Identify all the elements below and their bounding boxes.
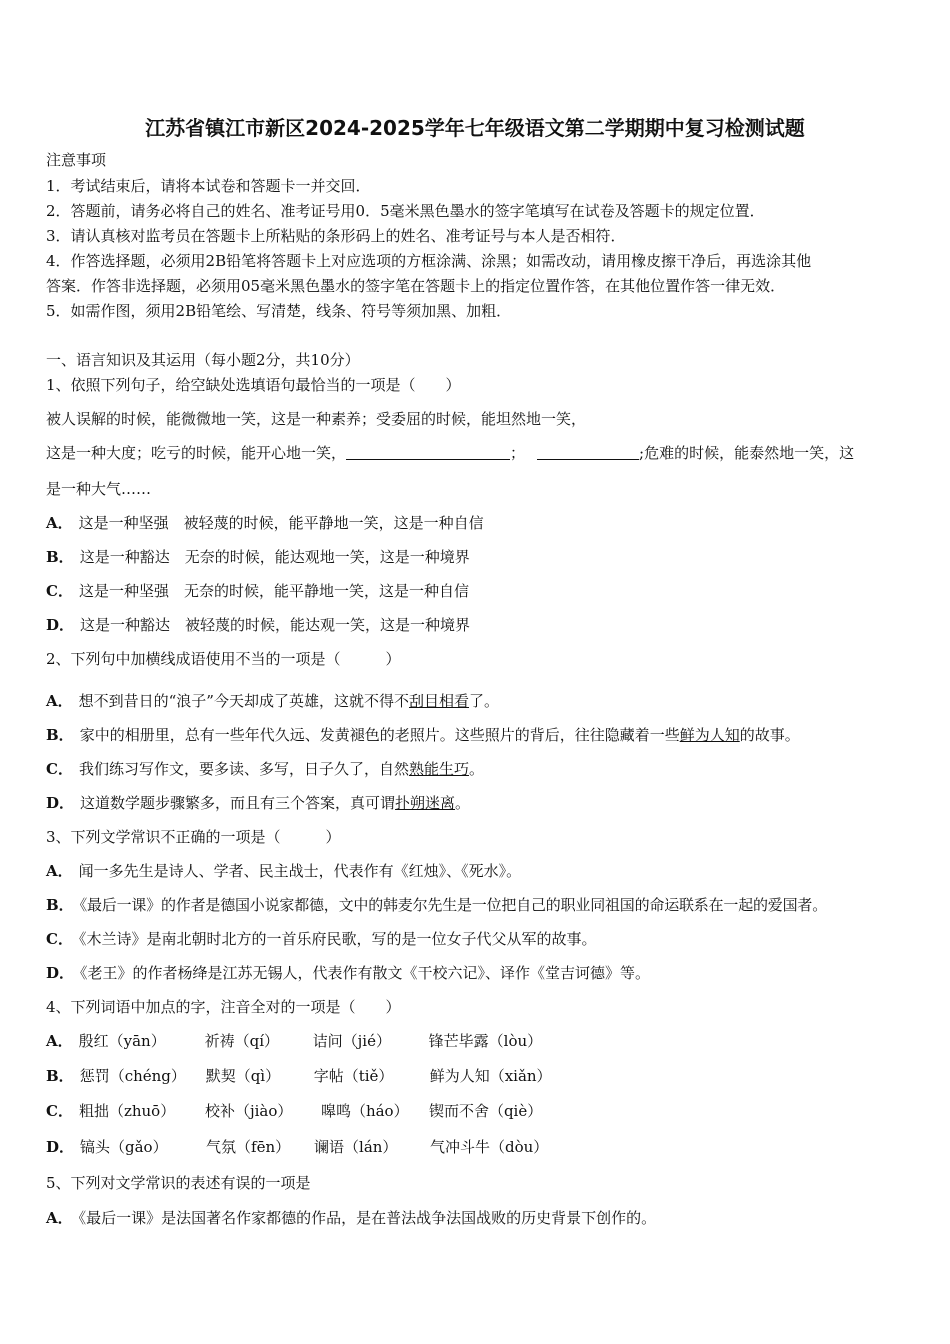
option-text: 闻一多先生是诗人、学者、民主战士，代表作有《红烛》、《死水》。 bbox=[78, 862, 522, 880]
pinyin-item: 嗥鸣（háo） bbox=[320, 1102, 409, 1120]
question-1-text-line: 是一种大气…… bbox=[46, 480, 152, 498]
option-letter: B． bbox=[46, 548, 74, 566]
option-text: 这道数学题步骤繁多，而且有三个答案，真可谓 bbox=[80, 794, 396, 812]
option-text: 这是一种豁达 无奈的时候，能达观地一笑，这是一种境界 bbox=[79, 548, 470, 566]
pinyin-item: 默契（qì） bbox=[205, 1067, 281, 1085]
option-letter: D． bbox=[46, 616, 75, 634]
option-letter: A． bbox=[46, 1209, 73, 1227]
option-letter: B． bbox=[46, 896, 74, 914]
question-2-stem: 2、下列句中加横线成语使用不当的一项是（ ） bbox=[46, 650, 401, 668]
note-item: 4．作答选择题，必须用2B铅笔将答题卡上对应选项的方框涂满、涂黑；如需改动，请用橡皮擦干净后，再选涂其他 bbox=[46, 252, 812, 270]
note-item: 2．答题前，请务必将自己的姓名、准考证号用0．5毫米黑色墨水的签字笔填写在试卷及答题卡的规定位置． bbox=[46, 202, 765, 220]
text-segment: ； bbox=[510, 444, 526, 462]
option-b[interactable] bbox=[46, 725, 800, 745]
pinyin-item: 锲而不舍（qiè） bbox=[428, 1102, 543, 1120]
option-a[interactable] bbox=[46, 1208, 656, 1228]
question-5-stem: 5、下列对文学常识的表述有误的一项是 bbox=[46, 1174, 311, 1192]
text-segment: ;危难的时候，能泰然地一笑，这 bbox=[639, 444, 855, 462]
option-letter: C． bbox=[46, 1102, 73, 1120]
pinyin-item: 诘问（jié） bbox=[312, 1032, 391, 1050]
option-letter: C． bbox=[46, 930, 73, 948]
pinyin-item: 祈祷（qí） bbox=[204, 1032, 280, 1050]
option-text: 我们练习写作文，要多读、多写，日子久了，自然 bbox=[78, 760, 409, 778]
pinyin-item: 鲜为人知（xiǎn） bbox=[429, 1067, 552, 1085]
question-1-text-line bbox=[46, 443, 854, 463]
option-text: 这是一种坚强 无奈的时候，能平静地一笑，这是一种自信 bbox=[78, 582, 469, 600]
option-d[interactable] bbox=[46, 1137, 548, 1157]
option-c[interactable] bbox=[46, 759, 484, 779]
option-text: 了。 bbox=[469, 692, 500, 710]
option-letter: C． bbox=[46, 582, 73, 600]
option-text: 。 bbox=[455, 794, 471, 812]
underlined-idiom: 熟能生巧 bbox=[408, 760, 469, 778]
option-letter: B． bbox=[46, 726, 74, 744]
option-text: 《木兰诗》是南北朝时北方的一首乐府民歌，写的是一位女子代父从军的故事。 bbox=[78, 930, 597, 948]
section-heading: 一、语言知识及其运用（每小题2分，共10分） bbox=[46, 351, 360, 369]
option-letter: A． bbox=[46, 862, 73, 880]
option-a[interactable] bbox=[46, 861, 521, 881]
option-letter: B． bbox=[46, 1067, 74, 1085]
fill-blank[interactable] bbox=[346, 445, 510, 460]
option-letter: A． bbox=[46, 692, 73, 710]
notes-heading: 注意事项 bbox=[46, 151, 107, 169]
option-text: 《最后一课》的作者是德国小说家都德，文中的韩麦尔先生是一位把自己的职业同祖国的命运联系在一起的爱国者。 bbox=[79, 896, 827, 914]
question-4-stem: 4、下列词语中加点的字，注音全对的一项是（ ） bbox=[46, 998, 401, 1016]
option-letter: A． bbox=[46, 1032, 73, 1050]
pinyin-item: 锋芒毕露（lòu） bbox=[428, 1032, 543, 1050]
underlined-idiom: 刮目相看 bbox=[408, 692, 469, 710]
option-d[interactable] bbox=[46, 793, 470, 813]
note-item: 答案．作答非选择题，必须用05毫米黑色墨水的签字笔在答题卡上的指定位置作答，在其他位置作答一律无效． bbox=[46, 277, 786, 295]
option-a[interactable] bbox=[46, 1031, 542, 1051]
note-item: 3．请认真核对监考员在答题卡上所粘贴的条形码上的姓名、准考证号与本人是否相符． bbox=[46, 227, 626, 245]
underlined-idiom: 扑朔迷离 bbox=[395, 794, 456, 812]
question-3-stem: 3、下列文学常识不正确的一项是（ ） bbox=[46, 828, 341, 846]
note-item: 1．考试结束后，请将本试卷和答题卡一并交回． bbox=[46, 177, 371, 195]
option-c[interactable] bbox=[46, 1101, 542, 1121]
option-a[interactable] bbox=[46, 691, 499, 711]
option-text: 这是一种豁达 被轻蔑的时候，能达观一笑，这是一种境界 bbox=[80, 616, 471, 634]
pinyin-item: 字帖（tiě） bbox=[313, 1067, 394, 1085]
option-text: 家中的相册里，总有一些年代久远、发黄褪色的老照片。这些照片的背后，往往隐藏着一些 bbox=[79, 726, 680, 744]
option-text: 《最后一课》是法国著名作家都德的作品，是在普法战争法国战败的历史背景下创作的。 bbox=[78, 1209, 657, 1227]
pinyin-item: 殷红（yān） bbox=[78, 1032, 166, 1050]
pinyin-item: 谰语（lán） bbox=[314, 1138, 398, 1156]
option-text: 这是一种坚强 被轻蔑的时候，能平静地一笑，这是一种自信 bbox=[78, 514, 484, 532]
pinyin-item: 粗拙（zhuō） bbox=[78, 1102, 176, 1120]
option-d[interactable] bbox=[46, 963, 650, 983]
underlined-idiom: 鲜为人知 bbox=[679, 726, 740, 744]
option-b[interactable] bbox=[46, 1066, 552, 1086]
question-1-text-line: 被人误解的时候，能微微地一笑，这是一种素养；受委屈的时候，能坦然地一笑， bbox=[46, 410, 587, 428]
pinyin-item: 镐头（gǎo） bbox=[80, 1138, 168, 1156]
question-1-stem: 1、依照下列句子，给空缺处选填语句最恰当的一项是（ ） bbox=[46, 376, 461, 394]
option-text: 想不到昔日的“浪子”今天却成了英雄，这就不得不 bbox=[78, 692, 409, 710]
option-text: 《老王》的作者杨绛是江苏无锡人，代表作有散文《干校六记》、译作《堂吉诃德》等。 bbox=[80, 964, 651, 982]
pinyin-item: 气冲斗牛（dòu） bbox=[430, 1138, 549, 1156]
option-text: 。 bbox=[468, 760, 484, 778]
option-c[interactable] bbox=[46, 581, 469, 601]
fill-blank[interactable] bbox=[537, 445, 639, 460]
option-c[interactable] bbox=[46, 929, 596, 949]
option-letter: D． bbox=[46, 964, 75, 982]
option-b[interactable] bbox=[46, 895, 827, 915]
pinyin-item: 校补（jiào） bbox=[204, 1102, 293, 1120]
option-letter: C． bbox=[46, 760, 73, 778]
note-item: 5．如需作图，须用2B铅笔绘、写清楚，线条、符号等须加黑、加粗． bbox=[46, 302, 512, 320]
page-title: 江苏省镇江市新区2024-2025学年七年级语文第二学期期中复习检测试题 bbox=[145, 116, 805, 140]
option-letter: A． bbox=[46, 514, 73, 532]
option-letter: D． bbox=[46, 1138, 75, 1156]
option-a[interactable] bbox=[46, 513, 484, 533]
option-text: 的故事。 bbox=[739, 726, 800, 744]
option-letter: D． bbox=[46, 794, 75, 812]
pinyin-item: 气氛（fēn） bbox=[206, 1138, 291, 1156]
option-b[interactable] bbox=[46, 547, 470, 567]
text-segment: 这是一种大度；吃亏的时候，能开心地一笑， bbox=[46, 444, 347, 462]
option-d[interactable] bbox=[46, 615, 470, 635]
pinyin-item: 惩罚（chéng） bbox=[79, 1067, 186, 1085]
